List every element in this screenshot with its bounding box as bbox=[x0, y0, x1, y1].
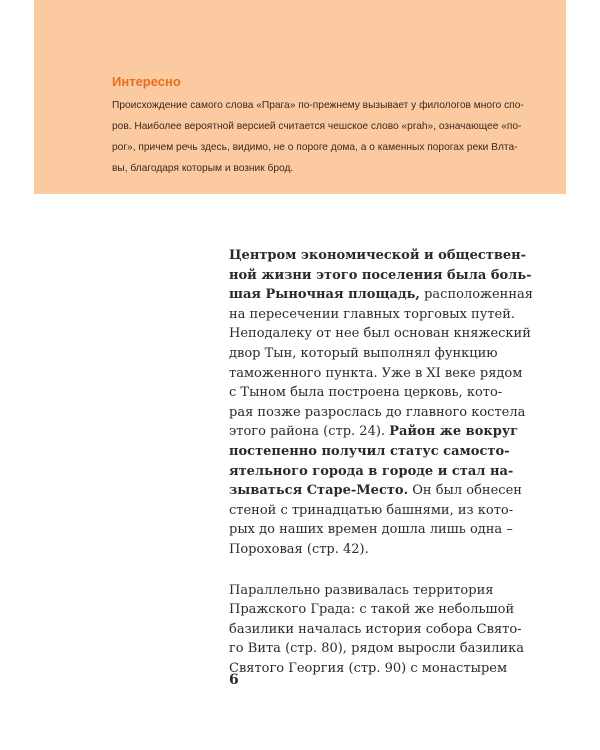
sidebar-line: вы, благодаря которым и возник брод. bbox=[112, 163, 294, 174]
text-line: ной жизни этого поселения была боль- bbox=[229, 267, 532, 283]
text-line: Центром экономической и обществен- bbox=[229, 248, 527, 263]
text-line: Пражского Града: с такой же небольшой bbox=[229, 602, 515, 618]
sidebar-text bbox=[112, 95, 552, 179]
text-line: на пересечении главных торговых путей. bbox=[229, 306, 516, 322]
sidebar-line: рог», причем речь здесь, видимо, не о пороге дома, а о каменных порогах реки Влта- bbox=[112, 142, 518, 153]
text-line: ятельного города в городе и стал на- bbox=[229, 463, 514, 479]
bold-phrase: Район же вокруг bbox=[389, 424, 519, 440]
text-line: Параллельно развивалась территория bbox=[229, 582, 494, 598]
sidebar-line: ров. Наиболее вероятной версией считается чешское слово «prah», означающее «по- bbox=[112, 121, 522, 132]
page-number: 6 bbox=[229, 672, 239, 688]
text-line bbox=[229, 422, 549, 442]
bold-phrase: шая Рыночная площадь, bbox=[229, 287, 420, 303]
text-line: го Вита (стр. 80), рядом выросли базилика bbox=[229, 641, 524, 657]
paragraph-2 bbox=[229, 581, 549, 679]
text-line: Пороховая (стр. 42). bbox=[229, 541, 369, 557]
text-line: Святого Георгия (стр. 90) с монастырем bbox=[229, 660, 508, 676]
text-phrase: Он был обнесен bbox=[408, 483, 522, 499]
text-line: рых до наших времен дошла лишь одна – bbox=[229, 522, 513, 538]
text-line: рая позже разрослась до главного костела bbox=[229, 404, 526, 420]
text-line: с Тыном была построена церковь, кото- bbox=[229, 385, 503, 401]
text-phrase: этого района (стр. 24). bbox=[229, 424, 390, 440]
text-phrase: расположенная bbox=[419, 287, 533, 303]
bold-phrase: зываться Старе-Место. bbox=[229, 483, 409, 499]
text-line: двор Тын, который выполнял функцию bbox=[229, 345, 498, 361]
text-line bbox=[229, 285, 549, 305]
main-text bbox=[229, 246, 549, 678]
sidebar-title: Интересно bbox=[112, 74, 181, 89]
text-line: таможенного пункта. Уже в XI веке рядом bbox=[229, 365, 523, 381]
text-line: Неподалеку от нее был основан княжеский bbox=[229, 326, 531, 342]
paragraph-1 bbox=[229, 246, 549, 560]
sidebar-line: Происхождение самого слова «Прага» по-прежнему вызывает у филологов много спо- bbox=[112, 100, 524, 111]
text-line: базилики началась история собора Свято- bbox=[229, 621, 522, 637]
text-line bbox=[229, 481, 549, 501]
text-line: постепенно получил статус самосто- bbox=[229, 443, 510, 459]
text-line: стеной с тринадцатью башнями, из кото- bbox=[229, 502, 514, 518]
